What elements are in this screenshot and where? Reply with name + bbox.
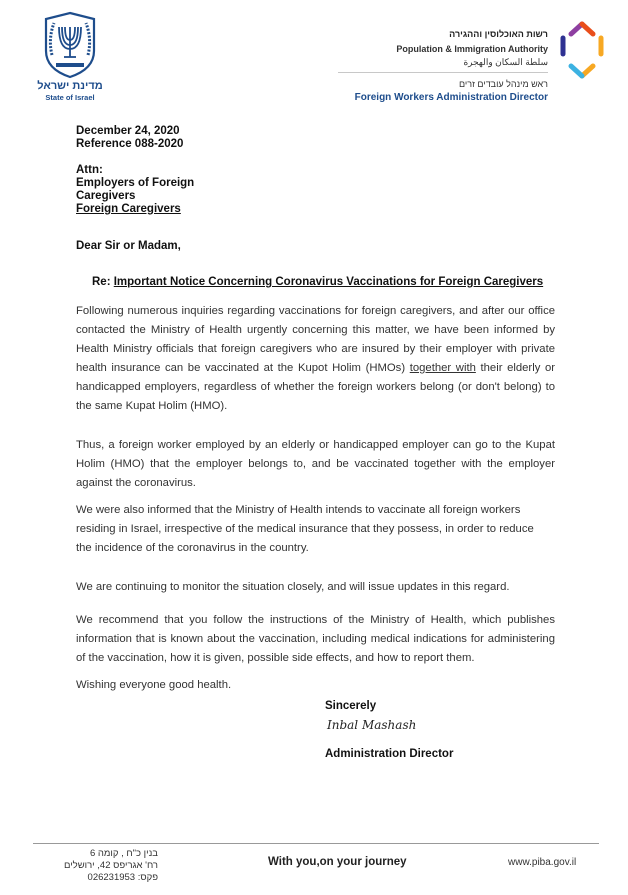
- authority-name-hebrew: רשות האוכלוסין וההגירה: [449, 29, 548, 39]
- paragraph-2: Thus, a foreign worker employed by an elderly or handicapped employer can go to the Kupat Holim (HMO) that the employer belongs to, and be vaccinated together with the employer against the coronavirus.: [76, 439, 555, 489]
- footer-fax: פקס: 026231953: [87, 872, 158, 883]
- paragraph-1-part-a: Following numerous inquiries regarding vaccinations for foreign caregivers, and after our office contacted the Ministry of Health urgently concerning this matter, we have been informed by Health Ministry officials that foreign caregivers who are insured by their employer with private health insurance can be vaccinated at the Kupot Holim (HMOs): [76, 305, 555, 374]
- director-title-english: Foreign Workers Administration Director: [354, 92, 548, 103]
- authority-name-arabic: سلطة السكان والهجرة: [463, 57, 548, 67]
- signature: Inbal Mashash: [327, 718, 417, 732]
- subject-line: [92, 276, 543, 289]
- footer-divider: [33, 843, 599, 844]
- attn-recipient-line-1: Employers of Foreign: [76, 177, 195, 189]
- state-name-hebrew: מדינת ישראל: [37, 80, 103, 92]
- closing: Sincerely: [325, 700, 377, 712]
- authority-logo-icon: [557, 20, 607, 80]
- subject-text: Important Notice Concerning Coronavirus Vaccinations for Foreign Caregivers: [113, 276, 544, 288]
- paragraph-6: Wishing everyone good health.: [76, 679, 232, 691]
- paragraph-1: [76, 302, 555, 416]
- footer-address-line-2: רח' אגריפס 42, ירושלים: [63, 860, 158, 871]
- paragraph-5: We recommend that you follow the instructions of the Ministry of Health, which publishes information that is known about the vaccination, including medical indications for administering of the vaccination, how it is given, possible side effects, and how to report them.: [76, 614, 555, 664]
- state-name-english: State of Israel: [45, 93, 95, 102]
- signer-title: Administration Director: [325, 748, 454, 760]
- footer-address-line-1: בנין כ"ח , קומה 6: [89, 848, 158, 859]
- attn-label: Attn:: [76, 164, 103, 176]
- attn-recipient-line-2: Caregivers: [76, 190, 136, 202]
- paragraph-3: [76, 501, 555, 558]
- attn-recipient-line-3: Foreign Caregivers: [76, 203, 181, 215]
- paragraph-1-part-b: their elderly or handicapped employers, regardless of whether the foreign workers belong (or don't belong) to the same Kupat Holim (HMO).: [76, 362, 556, 412]
- footer-website-link[interactable]: www.piba.gov.il: [508, 857, 577, 868]
- letter-reference: Reference 088-2020: [76, 138, 184, 150]
- paragraph-3-line-1: We were also informed that the Ministry of Health intends to vaccinate all foreign workers: [76, 504, 521, 516]
- salutation: Dear Sir or Madam,: [76, 240, 181, 252]
- state-emblem-icon: [42, 11, 98, 79]
- paragraph-4: We are continuing to monitor the situation closely, and will issue updates in this regard.: [76, 581, 510, 593]
- subject-label: Re:: [92, 276, 114, 288]
- letter-date: December 24, 2020: [76, 125, 180, 137]
- authority-name-english: Population & Immigration Authority: [396, 44, 548, 54]
- paragraph-3-line-3: the incidence of the coronavirus in the country.: [76, 542, 309, 554]
- footer-slogan: With you,on your journey: [268, 856, 407, 868]
- paragraph-1-emphasis: together with: [409, 362, 476, 374]
- paragraph-3-line-2: residing in Israel, irrespective of the medical insurance that they possess, in order to reduce: [76, 523, 534, 535]
- header-divider: [338, 72, 548, 73]
- director-title-hebrew: ראש מינהל עובדים זרים: [458, 79, 548, 89]
